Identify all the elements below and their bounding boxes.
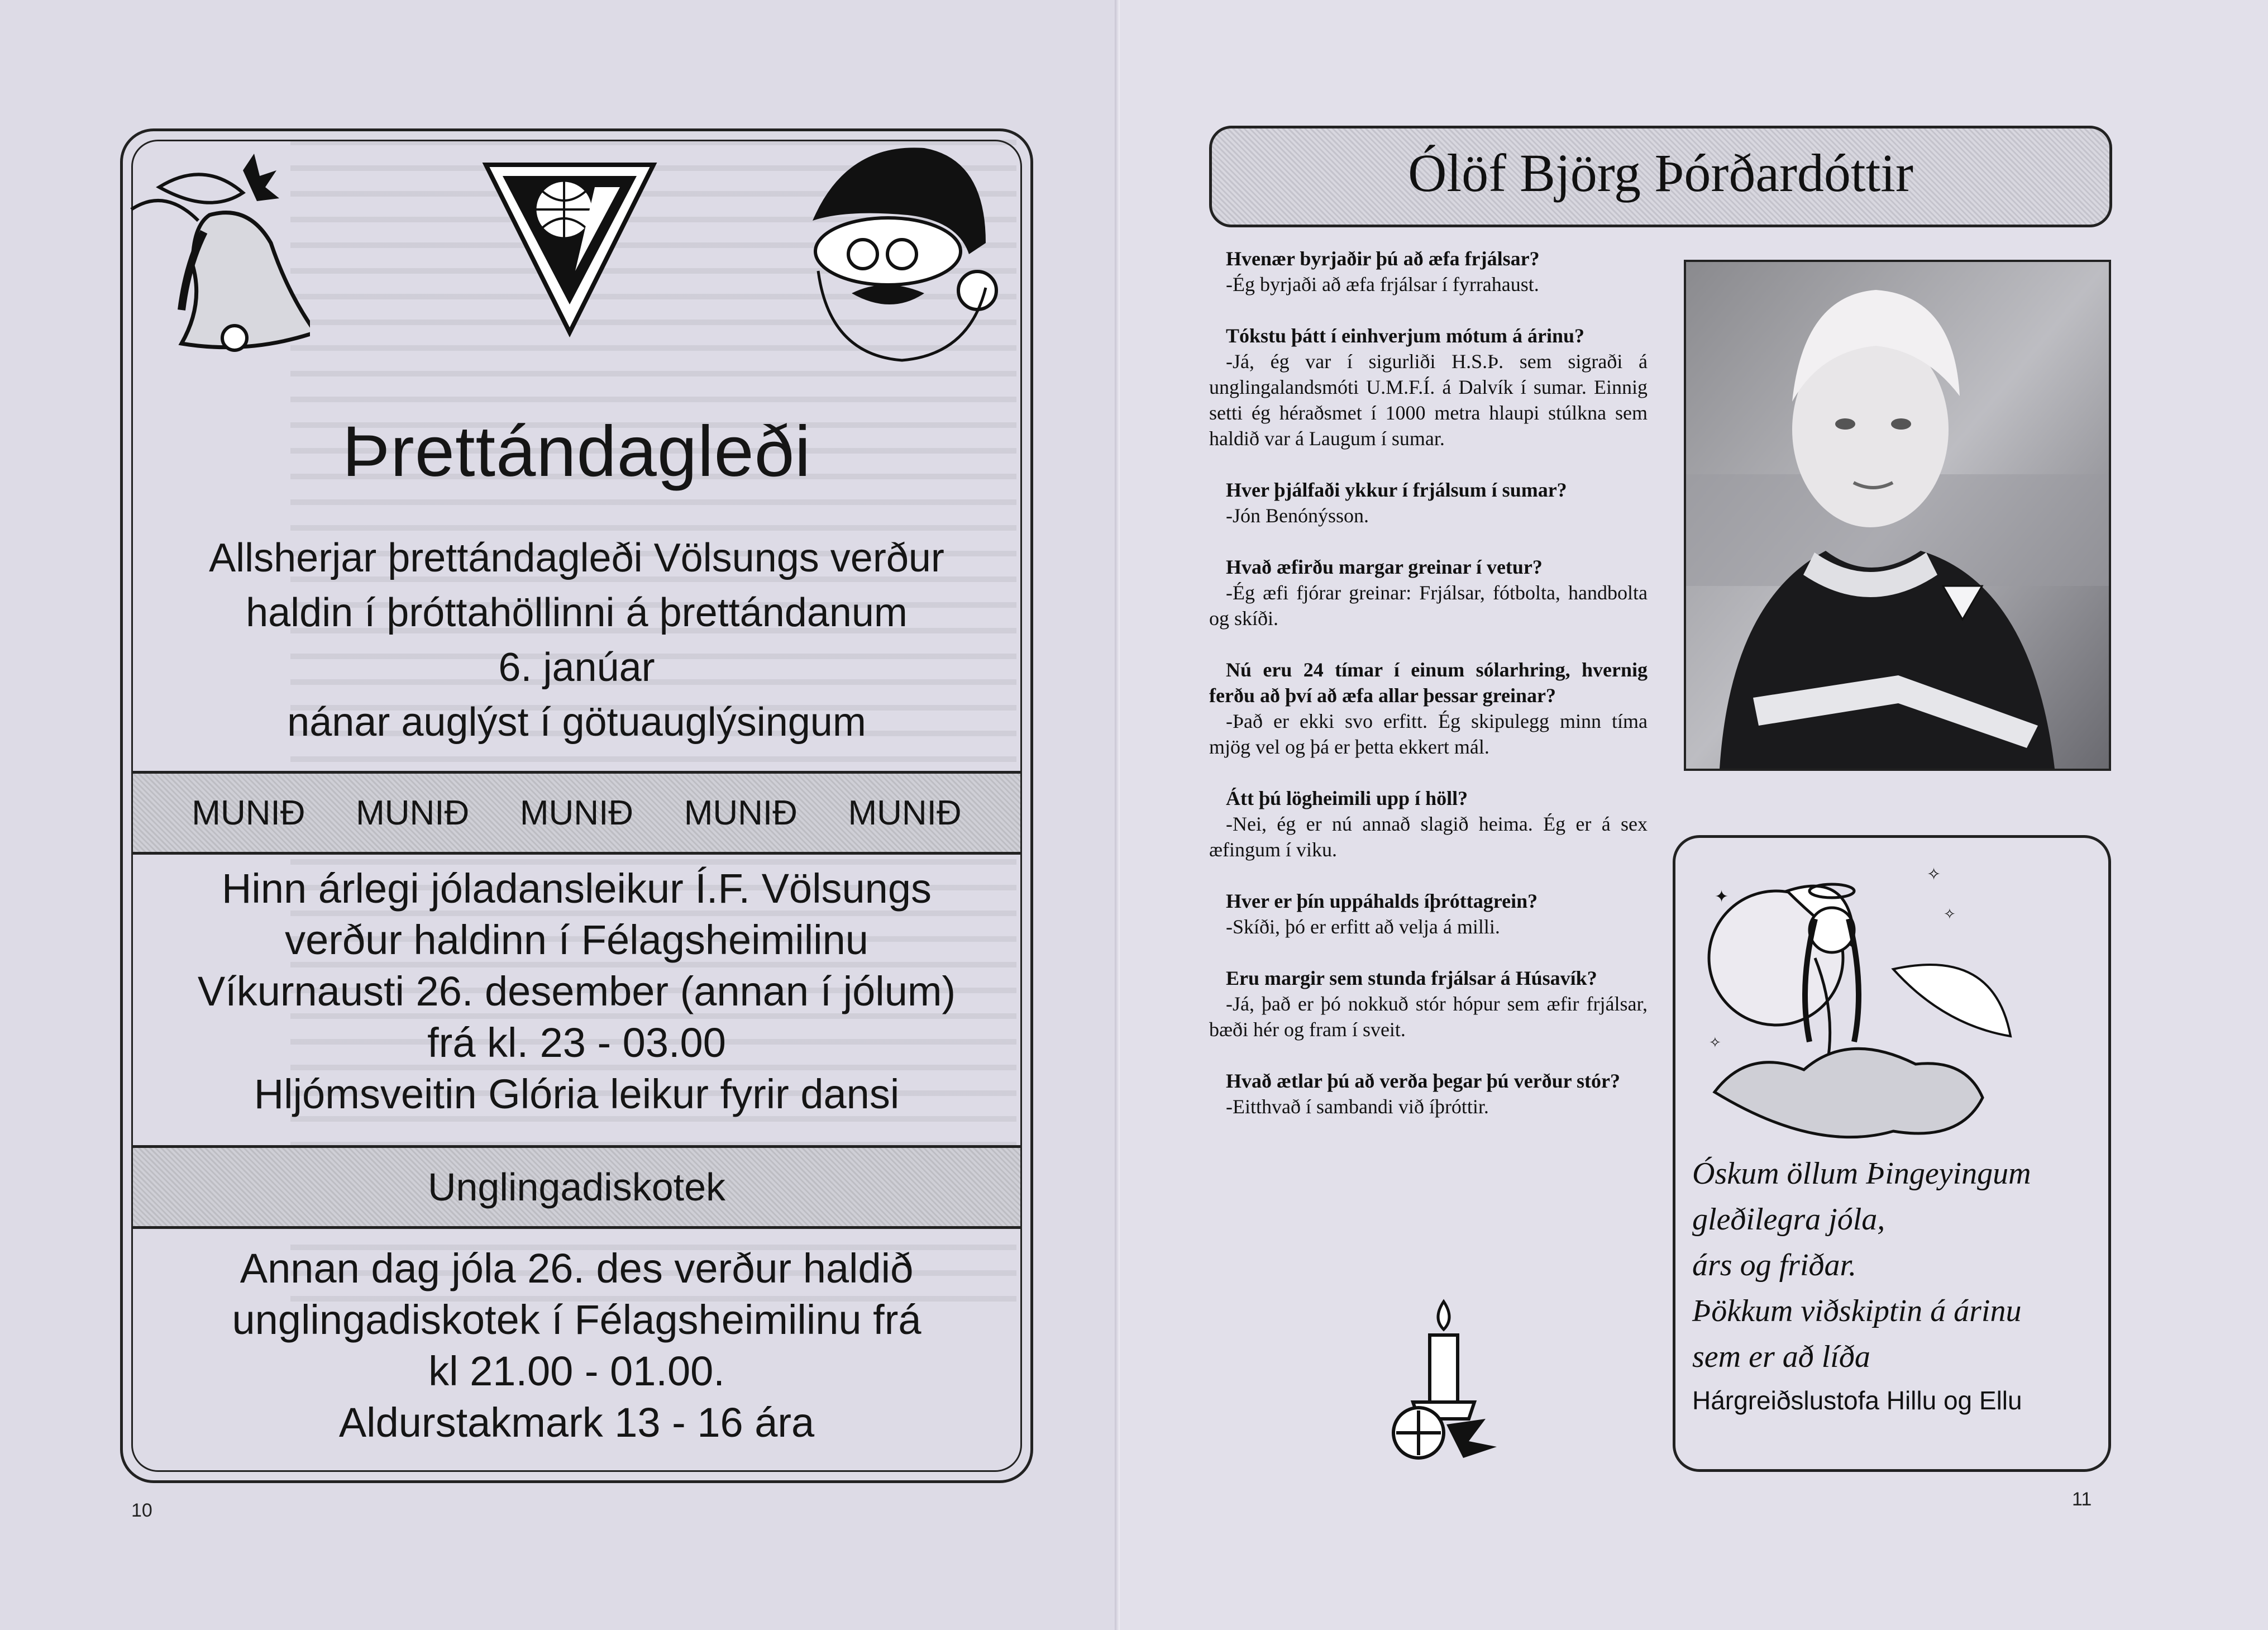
answer: -Ég byrjaði að æfa frjálsar í fyrrahaust. bbox=[1226, 273, 1539, 296]
disco-heading: Unglingadiskotek bbox=[427, 1165, 726, 1209]
disco-line: Aldurstakmark 13 - 16 ára bbox=[338, 1399, 815, 1446]
candle-icon bbox=[1379, 1296, 1508, 1464]
greeting-line: árs og friðar. bbox=[1692, 1248, 1857, 1283]
qa-pair bbox=[1209, 965, 1648, 1042]
ad-company-name: Hárgreiðslustofa Hillu og Ellu bbox=[1692, 1386, 2022, 1415]
question: Átt þú lögheimili upp í höll? bbox=[1226, 787, 1468, 809]
qa-pair bbox=[1209, 785, 1648, 862]
answer: -Eitthvað í sambandi við íþróttir. bbox=[1226, 1095, 1489, 1118]
disco-announcement bbox=[133, 1243, 1020, 1448]
munid-label: MUNIÐ bbox=[356, 793, 470, 832]
portrait-photo-graphic bbox=[1686, 262, 2109, 769]
greeting-line: sem er að líða bbox=[1692, 1340, 1870, 1374]
munid-label: MUNIÐ bbox=[519, 793, 634, 832]
angel-icon bbox=[1703, 857, 2016, 1148]
dance-line: Víkurnausti 26. desember (annan í jólum) bbox=[197, 968, 956, 1014]
greeting-line: Þökkum viðskiptin á árinu bbox=[1692, 1294, 2022, 1328]
question: Hvenær byrjaðir þú að æfa frjálsar? bbox=[1226, 247, 1540, 270]
greeting-line: Óskum öllum Þingeyingum bbox=[1692, 1156, 2031, 1191]
disco-line: Annan dag jóla 26. des verður haldið bbox=[240, 1245, 914, 1291]
flyer-intro bbox=[133, 531, 1020, 750]
page-number-left: 10 bbox=[131, 1500, 152, 1521]
answer: -Skíði, þó er erfitt að velja á milli. bbox=[1226, 916, 1500, 938]
dance-line: verður haldinn í Félagsheimilinu bbox=[285, 917, 868, 963]
dance-announcement bbox=[133, 863, 1020, 1120]
disco-line: unglingadiskotek í Félagsheimilinu frá bbox=[232, 1297, 921, 1343]
santa-claus-icon bbox=[790, 137, 1002, 371]
answer: -Það er ekki svo erfitt. Ég skipulegg minn tíma mjög vel og þá er þetta ekkert mál. bbox=[1209, 710, 1648, 758]
interview-column bbox=[1209, 246, 1648, 1145]
svg-text:✧: ✧ bbox=[1927, 865, 1941, 884]
qa-pair bbox=[1209, 323, 1648, 451]
dance-line: Hljómsveitin Glória leikur fyrir dansi bbox=[254, 1071, 900, 1117]
disco-band bbox=[133, 1145, 1020, 1229]
answer: -Nei, ég er nú annað slagið heima. Ég er á sex æfingum í viku. bbox=[1209, 813, 1648, 861]
munid-label: MUNIÐ bbox=[192, 793, 305, 832]
question: Hvað ætlar þú að verða þegar þú verður stór? bbox=[1226, 1070, 1620, 1092]
christmas-ad-box bbox=[1673, 835, 2111, 1472]
question: Tókstu þátt í einhverjum mótum á árinu? bbox=[1226, 325, 1585, 347]
question: Hver þjálfaði ykkur í frjálsum í sumar? bbox=[1226, 479, 1567, 501]
dance-line: frá kl. 23 - 03.00 bbox=[427, 1019, 726, 1066]
qa-pair bbox=[1209, 554, 1648, 631]
munid-label: MUNIÐ bbox=[684, 793, 798, 832]
answer: -Já, ég var í sigurliði H.S.Þ. sem sigraði á unglingalandsmóti U.M.F.Í. á Dalvík í sumar. Einnig setti ég héraðsmet í 1000 metra hlaupi stúlkna sem haldið var á Laugum í sumar. bbox=[1209, 350, 1648, 450]
ad-greeting bbox=[1692, 1151, 2031, 1380]
svg-text:✧: ✧ bbox=[1709, 1035, 1721, 1051]
svg-text:✦: ✦ bbox=[1715, 887, 1729, 907]
answer: -Ég æfi fjórar greinar: Frjálsar, fótbolta, handbolta og skíði. bbox=[1209, 582, 1648, 630]
answer: -Já, það er þó nokkuð stór hópur sem æfir frjálsar, bæði hér og fram í sveit. bbox=[1209, 993, 1648, 1041]
intro-line: nánar auglýst í götuauglýsingum bbox=[287, 700, 866, 745]
portrait-photo bbox=[1684, 260, 2111, 771]
answer: -Jón Benónýsson. bbox=[1226, 504, 1369, 527]
qa-pair bbox=[1209, 657, 1648, 760]
intro-line: 6. janúar bbox=[498, 645, 655, 690]
question: Nú eru 24 tímar í einum sólarhring, hvernig ferðu að því að æfa allar þessar greinar? bbox=[1209, 659, 1648, 707]
article-title: Ólöf Björg Þórðardóttir bbox=[1408, 143, 1913, 203]
qa-pair bbox=[1209, 888, 1648, 940]
intro-line: Allsherjar þrettándagleði Völsungs verður bbox=[209, 536, 944, 580]
bell-icon bbox=[126, 148, 310, 377]
munid-label: MUNIÐ bbox=[848, 793, 962, 832]
club-logo-icon bbox=[480, 159, 659, 338]
dance-line: Hinn árlegi jóladansleikur Í.F. Völsungs bbox=[221, 865, 932, 912]
intro-line: haldin í þróttahöllinni á þrettándanum bbox=[246, 590, 908, 635]
qa-pair bbox=[1209, 477, 1648, 528]
article-title-box bbox=[1209, 126, 2112, 227]
question: Hvað æfirðu margar greinar í vetur? bbox=[1226, 556, 1543, 578]
question: Hver er þín uppáhalds íþróttagrein? bbox=[1226, 890, 1538, 912]
page-number-right: 11 bbox=[2072, 1489, 2092, 1510]
qa-pair bbox=[1209, 1068, 1648, 1119]
flyer-heading: Þrettándagleði bbox=[342, 412, 811, 492]
svg-text:✧: ✧ bbox=[1944, 906, 1956, 923]
munid-band bbox=[133, 771, 1020, 855]
greeting-line: gleðilegra jóla, bbox=[1692, 1202, 1885, 1237]
question: Eru margir sem stunda frjálsar á Húsavík? bbox=[1226, 967, 1597, 989]
qa-pair bbox=[1209, 246, 1648, 297]
disco-line: kl 21.00 - 01.00. bbox=[428, 1348, 725, 1394]
